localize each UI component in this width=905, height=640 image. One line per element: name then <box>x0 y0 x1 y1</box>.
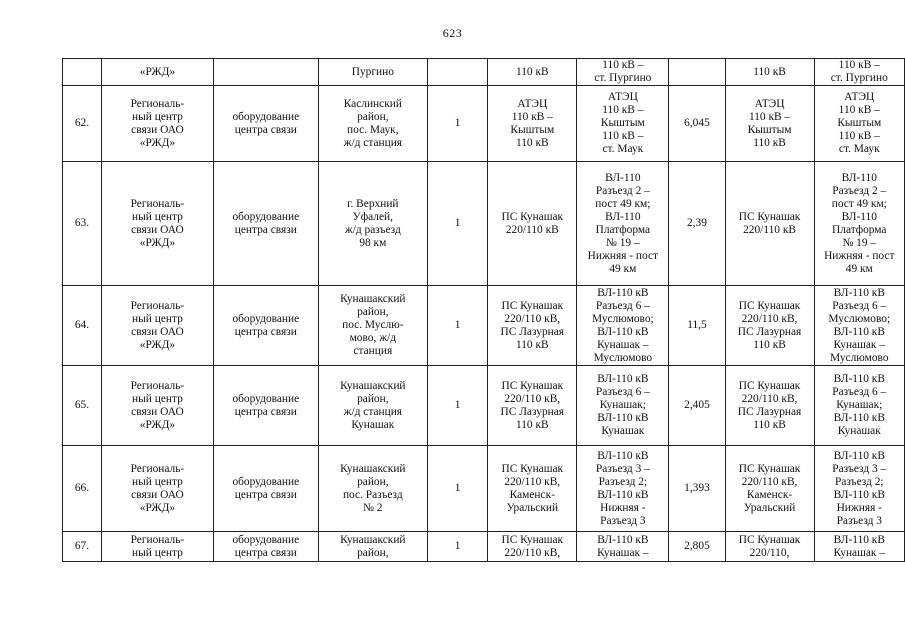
row-number-cell: 67. <box>63 532 102 562</box>
reserve-center-cell: ПС Кунашак 220/110 кВ <box>725 162 814 286</box>
page-number: 623 <box>442 26 463 40</box>
reserve-center-cell: ПС Кунашак 220/110 кВ, ПС Лазурная 110 кВ <box>725 286 814 366</box>
reserve-line-cell: ВЛ-110 кВ Разъезд 6 – Кунашак; ВЛ-110 кВ Кунашак <box>814 366 904 446</box>
object-cell <box>213 59 318 86</box>
source-line-cell: ВЛ-110 Разъезд 2 – пост 49 км; ВЛ-110 Платформа № 19 – Нижняя - пост 49 км <box>577 162 669 286</box>
table-row <box>63 532 905 562</box>
length-cell: 2,405 <box>669 366 725 446</box>
length-cell: 11,5 <box>669 286 725 366</box>
source-line-cell: 110 кВ – ст. Пургино <box>577 59 669 86</box>
reserve-center-cell: 110 кВ <box>725 59 814 86</box>
location-cell: Кунашакский район, пос. Разъезд № 2 <box>318 446 427 532</box>
table-row <box>63 86 905 162</box>
power-supply-table <box>62 58 905 562</box>
length-cell <box>669 59 725 86</box>
row-number-cell: 64. <box>63 286 102 366</box>
owner-cell: Региональ- ный центр связи ОАО «РЖД» <box>101 162 213 286</box>
table-row <box>63 162 905 286</box>
source-center-cell: ПС Кунашак 220/110 кВ, ПС Лазурная 110 кВ <box>488 286 577 366</box>
row-number-cell <box>63 59 102 86</box>
table-row <box>63 446 905 532</box>
location-cell: Кунашакский район, ж/д станция Кунашак <box>318 366 427 446</box>
owner-cell: Региональ- ный центр связи ОАО «РЖД» <box>101 446 213 532</box>
reserve-line-cell: ВЛ-110 кВ Разъезд 6 – Муслюмово; ВЛ-110 кВ Кунашак – Муслюмово <box>814 286 904 366</box>
location-cell: Кунашакский район, <box>318 532 427 562</box>
reserve-line-cell: ВЛ-110 Разъезд 2 – пост 49 км; ВЛ-110 Платформа № 19 – Нижняя - пост 49 км <box>814 162 904 286</box>
count-cell: 1 <box>427 366 487 446</box>
reserve-line-cell: ВЛ-110 кВ Кунашак – <box>814 532 904 562</box>
object-cell: оборудование центра связи <box>213 532 318 562</box>
object-cell: оборудование центра связи <box>213 162 318 286</box>
count-cell: 1 <box>427 446 487 532</box>
source-center-cell: 110 кВ <box>488 59 577 86</box>
owner-cell: «РЖД» <box>101 59 213 86</box>
source-center-cell: ПС Кунашак 220/110 кВ, <box>488 532 577 562</box>
table-row <box>63 59 905 86</box>
row-number-cell: 63. <box>63 162 102 286</box>
count-cell: 1 <box>427 286 487 366</box>
row-number-cell: 62. <box>63 86 102 162</box>
reserve-center-cell: АТЭЦ 110 кВ – Кыштым 110 кВ <box>725 86 814 162</box>
count-cell: 1 <box>427 86 487 162</box>
length-cell: 1,393 <box>669 446 725 532</box>
reserve-line-cell: 110 кВ – ст. Пургино <box>814 59 904 86</box>
owner-cell: Региональ- ный центр связи ОАО «РЖД» <box>101 86 213 162</box>
length-cell: 2,39 <box>669 162 725 286</box>
object-cell: оборудование центра связи <box>213 446 318 532</box>
object-cell: оборудование центра связи <box>213 86 318 162</box>
count-cell <box>427 59 487 86</box>
length-cell: 6,045 <box>669 86 725 162</box>
reserve-center-cell: ПС Кунашак 220/110 кВ, ПС Лазурная 110 кВ <box>725 366 814 446</box>
source-center-cell: ПС Кунашак 220/110 кВ <box>488 162 577 286</box>
location-cell: Каслинский район, пос. Маук, ж/д станция <box>318 86 427 162</box>
source-line-cell: ВЛ-110 кВ Разъезд 3 – Разъезд 2; ВЛ-110 кВ Нижняя - Разъезд 3 <box>577 446 669 532</box>
row-number-cell: 65. <box>63 366 102 446</box>
length-cell: 2,805 <box>669 532 725 562</box>
source-center-cell: АТЭЦ 110 кВ – Кыштым 110 кВ <box>488 86 577 162</box>
reserve-center-cell: ПС Кунашак 220/110, <box>725 532 814 562</box>
object-cell: оборудование центра связи <box>213 286 318 366</box>
location-cell: Кунашакский район, пос. Муслю- мово, ж/д станция <box>318 286 427 366</box>
reserve-line-cell: АТЭЦ 110 кВ – Кыштым 110 кВ – ст. Маук <box>814 86 904 162</box>
row-number-cell: 66. <box>63 446 102 532</box>
location-cell: Пургино <box>318 59 427 86</box>
source-line-cell: АТЭЦ 110 кВ – Кыштым 110 кВ – ст. Маук <box>577 86 669 162</box>
table-row <box>63 286 905 366</box>
location-cell: г. Верхний Уфалей, ж/д разъезд 98 км <box>318 162 427 286</box>
source-center-cell: ПС Кунашак 220/110 кВ, ПС Лазурная 110 кВ <box>488 366 577 446</box>
count-cell: 1 <box>427 162 487 286</box>
source-line-cell: ВЛ-110 кВ Разъезд 6 – Кунашак; ВЛ-110 кВ Кунашак <box>577 366 669 446</box>
source-line-cell: ВЛ-110 кВ Разъезд 6 – Муслюмово; ВЛ-110 кВ Кунашак – Муслюмово <box>577 286 669 366</box>
table-row <box>63 366 905 446</box>
source-center-cell: ПС Кунашак 220/110 кВ, Каменск- Уральский <box>488 446 577 532</box>
object-cell: оборудование центра связи <box>213 366 318 446</box>
owner-cell: Региональ- ный центр <box>101 532 213 562</box>
owner-cell: Региональ- ный центр связи ОАО «РЖД» <box>101 286 213 366</box>
source-line-cell: ВЛ-110 кВ Кунашак – <box>577 532 669 562</box>
count-cell: 1 <box>427 532 487 562</box>
reserve-line-cell: ВЛ-110 кВ Разъезд 3 – Разъезд 2; ВЛ-110 кВ Нижняя - Разъезд 3 <box>814 446 904 532</box>
owner-cell: Региональ- ный центр связи ОАО «РЖД» <box>101 366 213 446</box>
reserve-center-cell: ПС Кунашак 220/110 кВ, Каменск- Уральский <box>725 446 814 532</box>
